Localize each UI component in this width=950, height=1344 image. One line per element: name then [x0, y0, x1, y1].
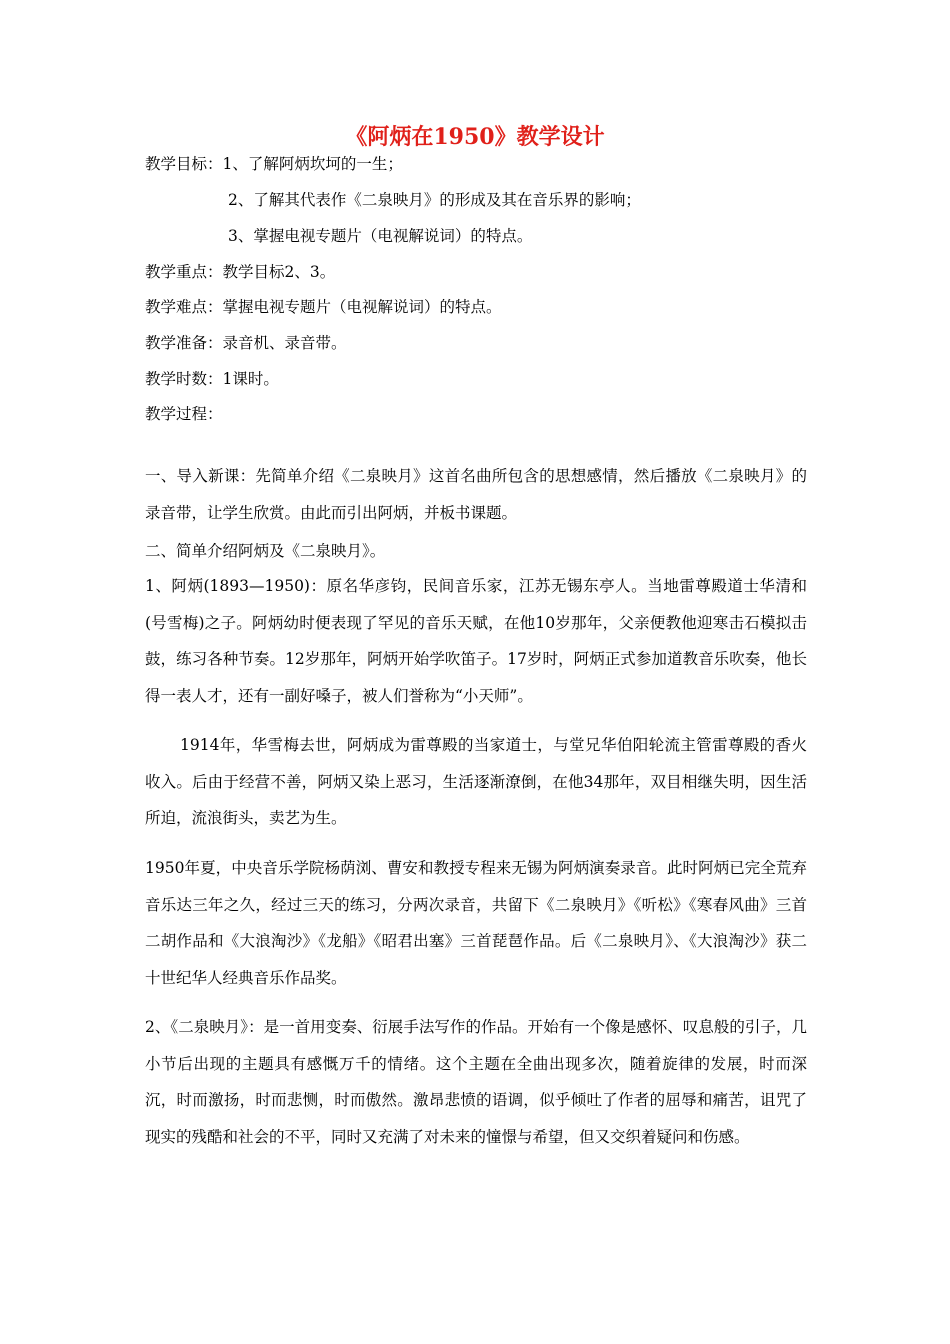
document-title: 《阿炳在1950》教学设计	[345, 124, 605, 150]
teaching-hours: 教学时数：1课时。	[145, 370, 279, 388]
teaching-difficulties: 教学难点：掌握电视专题片（电视解说词）的特点。	[145, 298, 502, 316]
teaching-goals-line	[145, 154, 403, 174]
teaching-process-label: 教学过程：	[145, 405, 223, 423]
year-1914-paragraph: 1914年，华雪梅去世，阿炳成为雷尊殿的当家道士，与堂兄华伯阳轮流主管雷尊殿的香火收入。后由于经营不善，阿炳又染上恶习，生活逐渐潦倒，在他34那年，双目相继失明，因生活所迫，流浪街头，卖艺为生。	[145, 736, 807, 827]
teaching-goal-2: 2、了解其代表作《二泉映月》的形成及其在音乐界的影响；	[228, 191, 641, 209]
teaching-preparation: 教学准备：录音机、录音带。	[145, 334, 347, 352]
year-1950-paragraph: 1950年夏，中央音乐学院杨荫浏、曹安和教授专程来无锡为阿炳演奏录音。此时阿炳已完全荒弃音乐达三年之久，经过三天的练习，分两次录音，共留下《二泉映月》《听松》《寒春风曲》三首二胡作品和《大浪淘沙》《龙船》《昭君出塞》三首琵琶作品。后《二泉映月》、《大浪淘沙》获二十世纪华人经典音乐作品奖。	[145, 859, 807, 987]
erquan-yingyue-paragraph: 2、《二泉映月》：是一首用变奏、衍展手法写作的作品。开始有一个像是感怀、叹息般的引子，几小节后出现的主题具有感慨万千的情绪。这个主题在全曲出现多次，随着旋律的发展，时而深沉，时而激扬，时而悲恻，时而傲然。激昂悲愤的语调，似乎倾吐了作者的屈辱和痛苦，诅咒了现实的残酷和社会的不平，同时又充满了对未来的憧憬与希望，但又交织着疑问和伤感。	[145, 1018, 807, 1146]
teaching-goal-1: 1、了解阿炳坎坷的一生；	[222, 155, 403, 173]
teaching-goal-3: 3、掌握电视专题片（电视解说词）的特点。	[228, 227, 533, 245]
teaching-key-points: 教学重点：教学目标2、3。	[145, 263, 336, 281]
section-two-heading: 二、简单介绍阿炳及《二泉映月》。	[145, 542, 386, 560]
abing-bio-paragraph: 1、阿炳(1893—1950)：原名华彦钧，民间音乐家，江苏无锡东亭人。当地雷尊殿道士华清和(号雪梅)之子。阿炳幼时便表现了罕见的音乐天赋，在他10岁那年，父亲便教他迎寒击石模拟击鼓，练习各种节奏。12岁那年，阿炳开始学吹笛子。17岁时，阿炳正式参加道教音乐吹奏，他长得一表人才，还有一副好嗓子，被人们誉称为“小天师”。	[145, 577, 807, 705]
intro-paragraph: 一、导入新课：先简单介绍《二泉映月》这首名曲所包含的思想感情，然后播放《二泉映月》的录音带，让学生欣赏。由此而引出阿炳，并板书课题。	[145, 467, 807, 522]
teaching-goals-label: 教学目标：	[145, 155, 223, 173]
